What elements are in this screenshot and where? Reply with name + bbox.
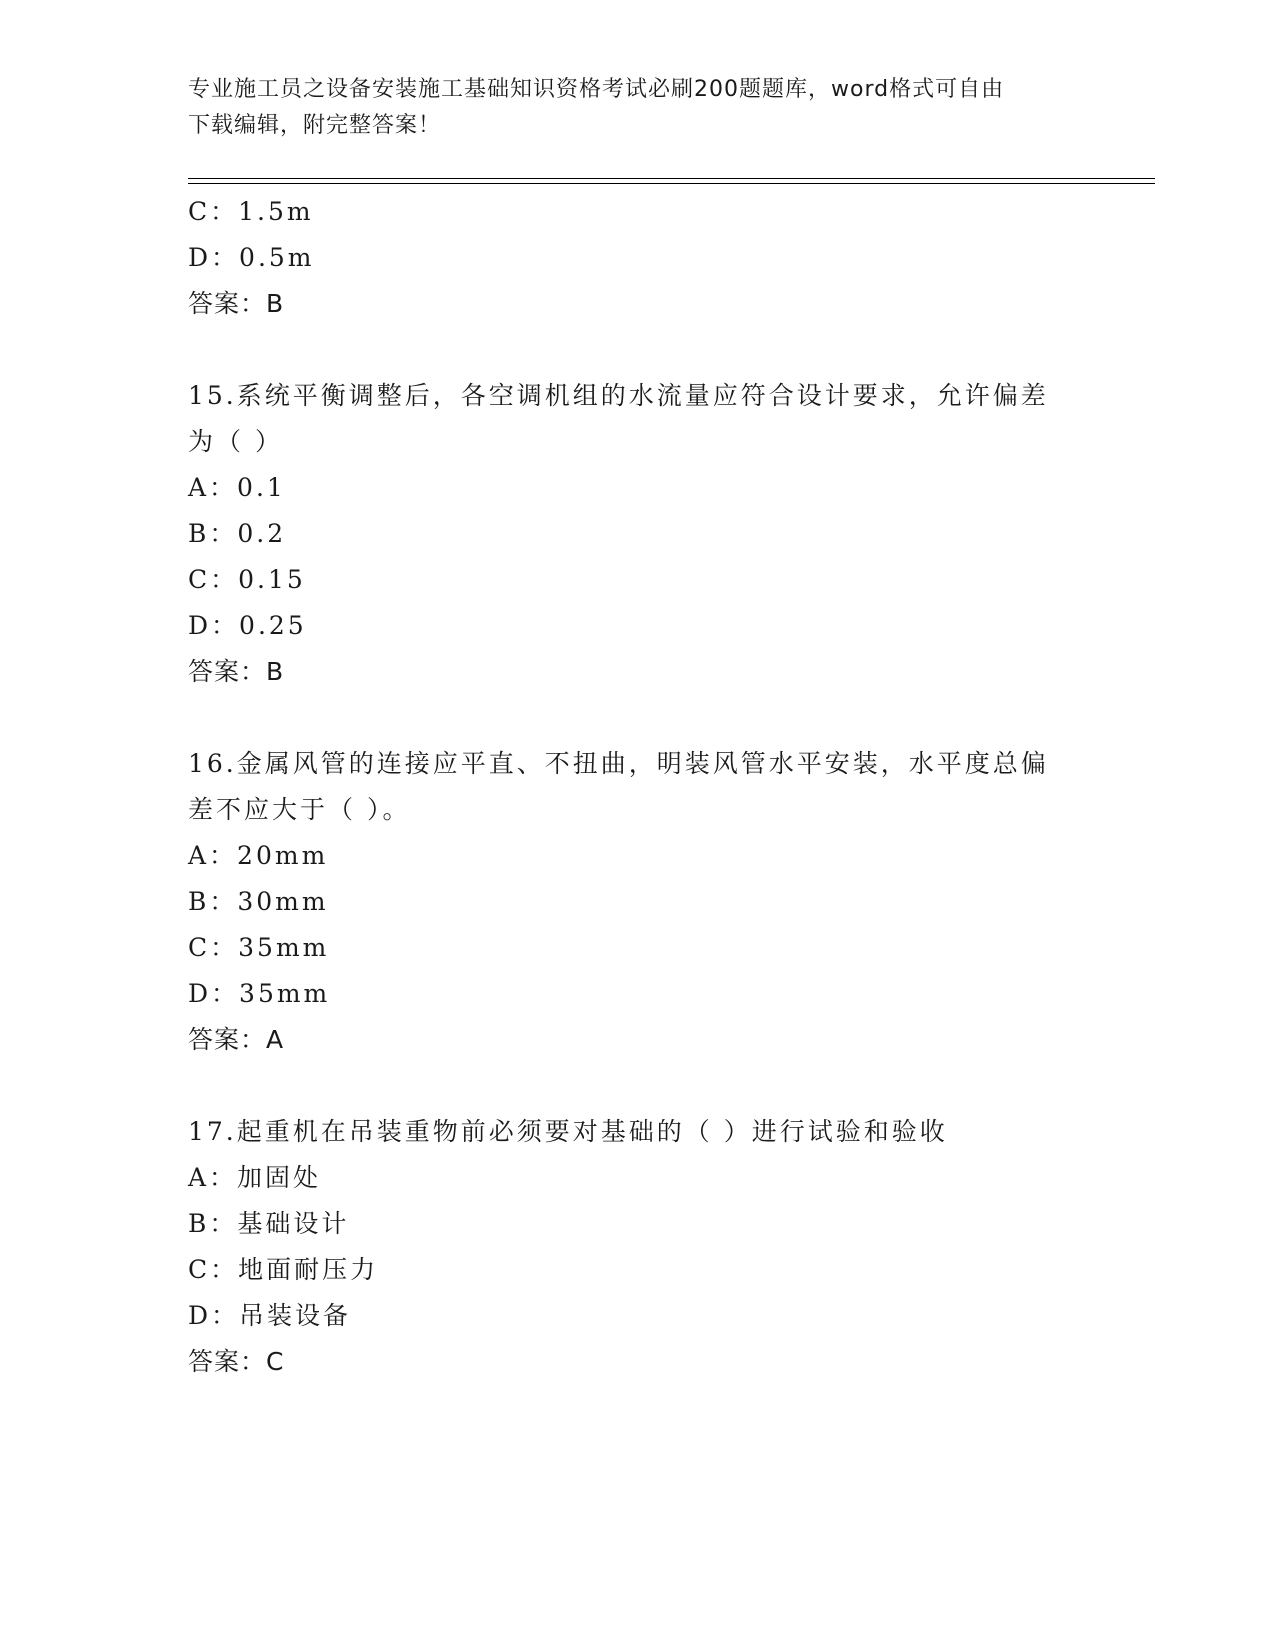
spacer xyxy=(188,1063,1088,1109)
answer-line: 答案：B xyxy=(188,657,285,686)
question-16-text: 16.金属风管的连接应平直、不扭曲，明装风管水平安装，水平度总偏 xyxy=(188,749,1049,778)
option-b: B：0.2 xyxy=(188,519,287,548)
document-header: 专业施工员之设备安装施工基础知识资格考试必刷200题题库，word格式可自由 下载编辑，附完整答案！ xyxy=(188,77,1005,138)
question-15-text: 15.系统平衡调整后，各空调机组的水流量应符合设计要求，允许偏差 xyxy=(188,381,1049,410)
option-c: C：1.5m xyxy=(188,197,314,226)
option-c: C：0.15 xyxy=(188,565,306,594)
question-17-text: 17.起重机在吊装重物前必须要对基础的（ ）进行试验和验收 xyxy=(188,1117,948,1146)
option-c: C：35mm xyxy=(188,933,330,962)
spacer xyxy=(188,327,1088,373)
document-content xyxy=(188,189,1088,1385)
spacer xyxy=(188,695,1088,741)
option-a: A：加固处 xyxy=(188,1163,322,1192)
header-divider-top xyxy=(188,178,1155,179)
option-d: D：吊装设备 xyxy=(188,1301,352,1330)
option-d: D：0.5m xyxy=(188,243,315,272)
question-15-text-cont: 为（ ） xyxy=(188,427,283,456)
header-divider-bottom xyxy=(188,183,1155,184)
answer-line: 答案：A xyxy=(188,1025,285,1054)
option-c: C：地面耐压力 xyxy=(188,1255,379,1284)
option-d: D：0.25 xyxy=(188,611,307,640)
option-b: B：基础设计 xyxy=(188,1209,350,1238)
option-b: B：30mm xyxy=(188,887,329,916)
question-16-text-cont: 差不应大于（ ）。 xyxy=(188,795,411,824)
answer-line: 答案：C xyxy=(188,1347,285,1376)
option-a: A：20mm xyxy=(188,841,329,870)
answer-line: 答案：B xyxy=(188,289,285,318)
option-d: D：35mm xyxy=(188,979,331,1008)
option-a: A：0.1 xyxy=(188,473,286,502)
